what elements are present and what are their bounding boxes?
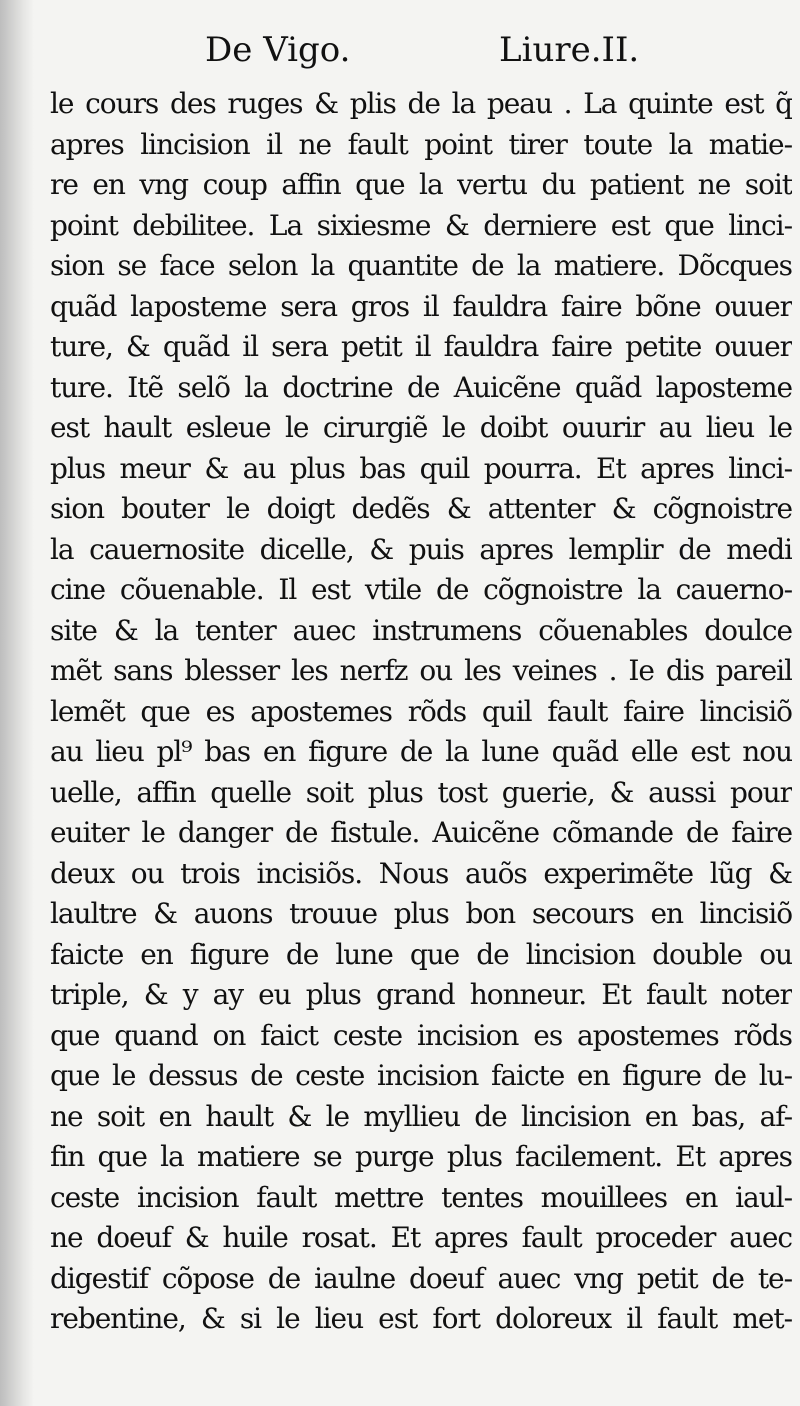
- text-line: sion bouter le doigt dedẽs & attenter & cõgnoistre: [50, 492, 792, 525]
- text-line: ceste incision fault mettre tentes mouillees en iaul-: [50, 1180, 792, 1214]
- text-line: re en vng coup affin que la vertu du patient ne soit: [50, 168, 792, 201]
- running-header: [205, 30, 645, 76]
- text-line: plus meur & au plus bas quil pourra. Et apres linci-: [50, 451, 792, 485]
- text-line: que quand on faict ceste incision es apostemes rõds: [50, 1018, 792, 1052]
- text-line: sion se face selon la quantite de la matiere. Dõcques: [50, 249, 792, 282]
- text-line: que le dessus de ceste incision faicte en figure de lu-: [50, 1059, 792, 1092]
- text-line: fin que la matiere se purge plus facilement. Et apres: [50, 1140, 792, 1173]
- body-text: [50, 84, 792, 1340]
- text-line: est hault esleue le cirurgiẽ le doibt ouurir au lieu le: [50, 411, 792, 444]
- text-line: site & la tenter auec instrumens cõuenables doulce: [50, 613, 792, 647]
- text-line: euiter le danger de fistule. Auicẽne cõmande de faire: [50, 816, 792, 849]
- text-line: lemẽt que es apostemes rõds quil fault faire lincisiõ: [50, 694, 792, 728]
- text-line: cine cõuenable. Il est vtile de cõgnoistre la cauerno-: [50, 573, 792, 606]
- text-line: triple, & y ay eu plus grand honneur. Et fault noter: [50, 978, 792, 1011]
- text-line: quãd laposteme sera gros il fauldra faire bõne ouuer: [50, 289, 792, 323]
- text-line: la cauernosite dicelle, & puis apres lemplir de medi: [50, 532, 792, 566]
- text-line: deux ou trois incisiõs. Nous auõs experimẽte lũg &: [50, 856, 792, 890]
- text-line: ne doeuf & huile rosat. Et apres fault proceder auec: [50, 1221, 792, 1254]
- header-book-number: Liure.II.: [499, 30, 640, 70]
- text-line: point debilitee. La sixiesme & derniere est que linci-: [50, 208, 792, 242]
- text-line: ture. Itẽ selõ la doctrine de Auicẽne quãd laposteme: [50, 370, 792, 404]
- text-line: digestif cõpose de iaulne doeuf auec vng petit de te-: [50, 1261, 792, 1295]
- text-line: rebentine, & si le lieu est fort doloreux il fault met-: [50, 1302, 792, 1335]
- text-line: apres lincision il ne fault point tirer toute la matie-: [50, 127, 792, 161]
- text-line: uelle, affin quelle soit plus tost guerie, & aussi pour: [50, 775, 792, 809]
- text-line: ne soit en hault & le myllieu de lincision en bas, af-: [50, 1099, 792, 1133]
- text-line: laultre & auons trouue plus bon secours en lincisiõ: [50, 897, 792, 930]
- header-author: De Vigo.: [205, 30, 351, 70]
- text-line: mẽt sans blesser les nerfz ou les veines . Ie dis pareil: [50, 654, 792, 687]
- text-line: au lieu pl⁹ bas en figure de la lune quãd elle est nou: [50, 735, 792, 768]
- text-line: le cours des ruges & plis de la peau . La quinte est q̃: [50, 87, 792, 120]
- page-gutter-shadow: [0, 0, 34, 1406]
- text-line: ture, & quãd il sera petit il fauldra faire petite ouuer: [50, 330, 792, 363]
- text-line: faicte en figure de lune que de lincision double ou: [50, 937, 792, 971]
